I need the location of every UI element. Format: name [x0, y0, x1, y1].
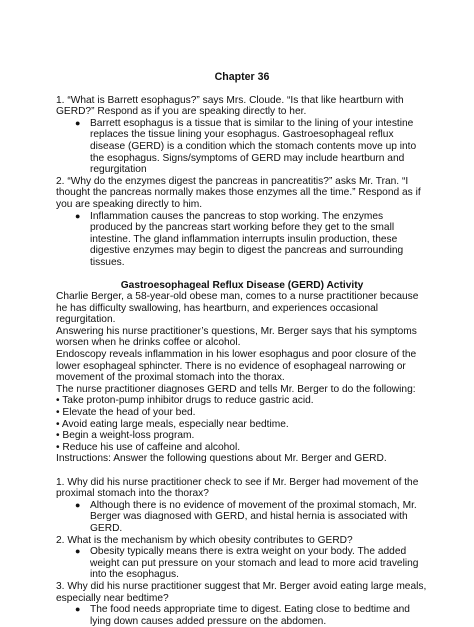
bullet-icon: ●	[75, 546, 81, 557]
activity-answer-2-text: Obesity typically means there is extra weight on your body. The added weight can put pressure on your stomach and lead to more acid traveling into the esophagus.	[90, 546, 419, 581]
activity-answer-1-text: Although there is no evidence of movement of the proximal stomach, Mr. Berger was diagnosed with GERD, and histal hernia is associated with GERD.	[90, 499, 417, 534]
spacer	[56, 465, 428, 477]
chapter-title: Chapter 36	[214, 71, 270, 83]
bullet-icon: ●	[75, 117, 81, 128]
activity-directions: Instructions: Answer the following questions about Mr. Berger and GERD.	[56, 453, 387, 465]
bullet-icon: ●	[75, 604, 81, 615]
chapter-question-1: 1. “What is Barrett esophagus?” says Mrs. Cloude. “Is that like heartburn with GERD?” Respond as if you are speaking directly to her.	[56, 94, 404, 118]
chapter-answer-2-text: Inflammation causes the pancreas to stop working. The enzymes produced by the pancreas start working before they get to the small intestine. The gland inflammation interrupts insulin production, these digestive enzymes may begin to digest the pancreas and surrounding tissues.	[90, 210, 404, 268]
instruction-item-2: • Elevate the head of your bed.	[56, 407, 196, 419]
chapter-answer-list-1	[56, 118, 428, 176]
activity-answer-1	[56, 500, 428, 535]
chapter-question-2: 2. “Why do the enzymes digest the pancreas in pancreatitis?” asks Mr. Tran. “I thought the pancreas normally makes those enzymes all the time.” Respond as if you are speaking directly to him.	[56, 175, 421, 210]
chapter-answer-2	[56, 211, 428, 269]
activity-paragraph-3: Endoscopy reveals inflammation in his lower esophagus and poor closure of the lower esophageal sphincter. There is no evidence of esophageal narrowing or movement of the proximal stomach into the thorax.	[56, 349, 417, 384]
activity-answer-list-2	[56, 546, 428, 581]
activity-answer-3-text: The food needs appropriate time to digest. Eating close to bedtime and lying down causes added pressure on the abdomen.	[90, 604, 410, 627]
activity-paragraph-4: The nurse practitioner diagnoses GERD and tells Mr. Berger to do the following:	[56, 383, 416, 395]
bullet-icon: ●	[75, 499, 81, 510]
document-content	[56, 72, 428, 627]
activity-question-3: 3. Why did his nurse practitioner suggest that Mr. Berger avoid eating large meals, especially near bedtime?	[56, 580, 427, 604]
activity-answer-list-1	[56, 500, 428, 535]
chapter-answer-list-2	[56, 211, 428, 269]
instruction-item-4: • Begin a weight-loss program.	[56, 430, 195, 442]
activity-answer-list-3	[56, 604, 428, 627]
instruction-item-3: • Avoid eating large meals, especially near bedtime.	[56, 418, 289, 430]
chapter-answer-1	[56, 118, 428, 176]
chapter-answer-1-text: Barrett esophagus is a tissue that is similar to the lining of your intestine replaces the tissue lining your esophagus. Gastroesophageal reflux disease (GERD) is a condition which the stomach contents move up into the esophagus. Signs/symptoms of GERD may include heartburn and regurgitation	[90, 117, 417, 176]
activity-paragraph-2: Answering his nurse practitioner’s questions, Mr. Berger says that his symptoms worsen when he drinks coffee or alcohol.	[56, 325, 417, 349]
bullet-icon: ●	[75, 210, 81, 221]
activity-answer-2	[56, 546, 428, 581]
activity-answer-3	[56, 604, 428, 627]
instruction-item-1: • Take proton-pump inhibitor drugs to reduce gastric acid.	[56, 395, 314, 407]
instruction-item-5: • Reduce his use of caffeine and alcohol.	[56, 441, 241, 453]
activity-question-2: 2. What is the mechanism by which obesity contributes to GERD?	[56, 534, 353, 546]
activity-paragraph-1: Charlie Berger, a 58-year-old obese man, comes to a nurse practitioner because he has difficulty swallowing, has heartburn, and experiences occasional regurgitation.	[56, 291, 419, 326]
activity-question-1: 1. Why did his nurse practitioner check to see if Mr. Berger had movement of the proximal stomach into the thorax?	[56, 476, 419, 500]
activity-title: Gastroesophageal Reflux Disease (GERD) Activity	[120, 279, 364, 291]
